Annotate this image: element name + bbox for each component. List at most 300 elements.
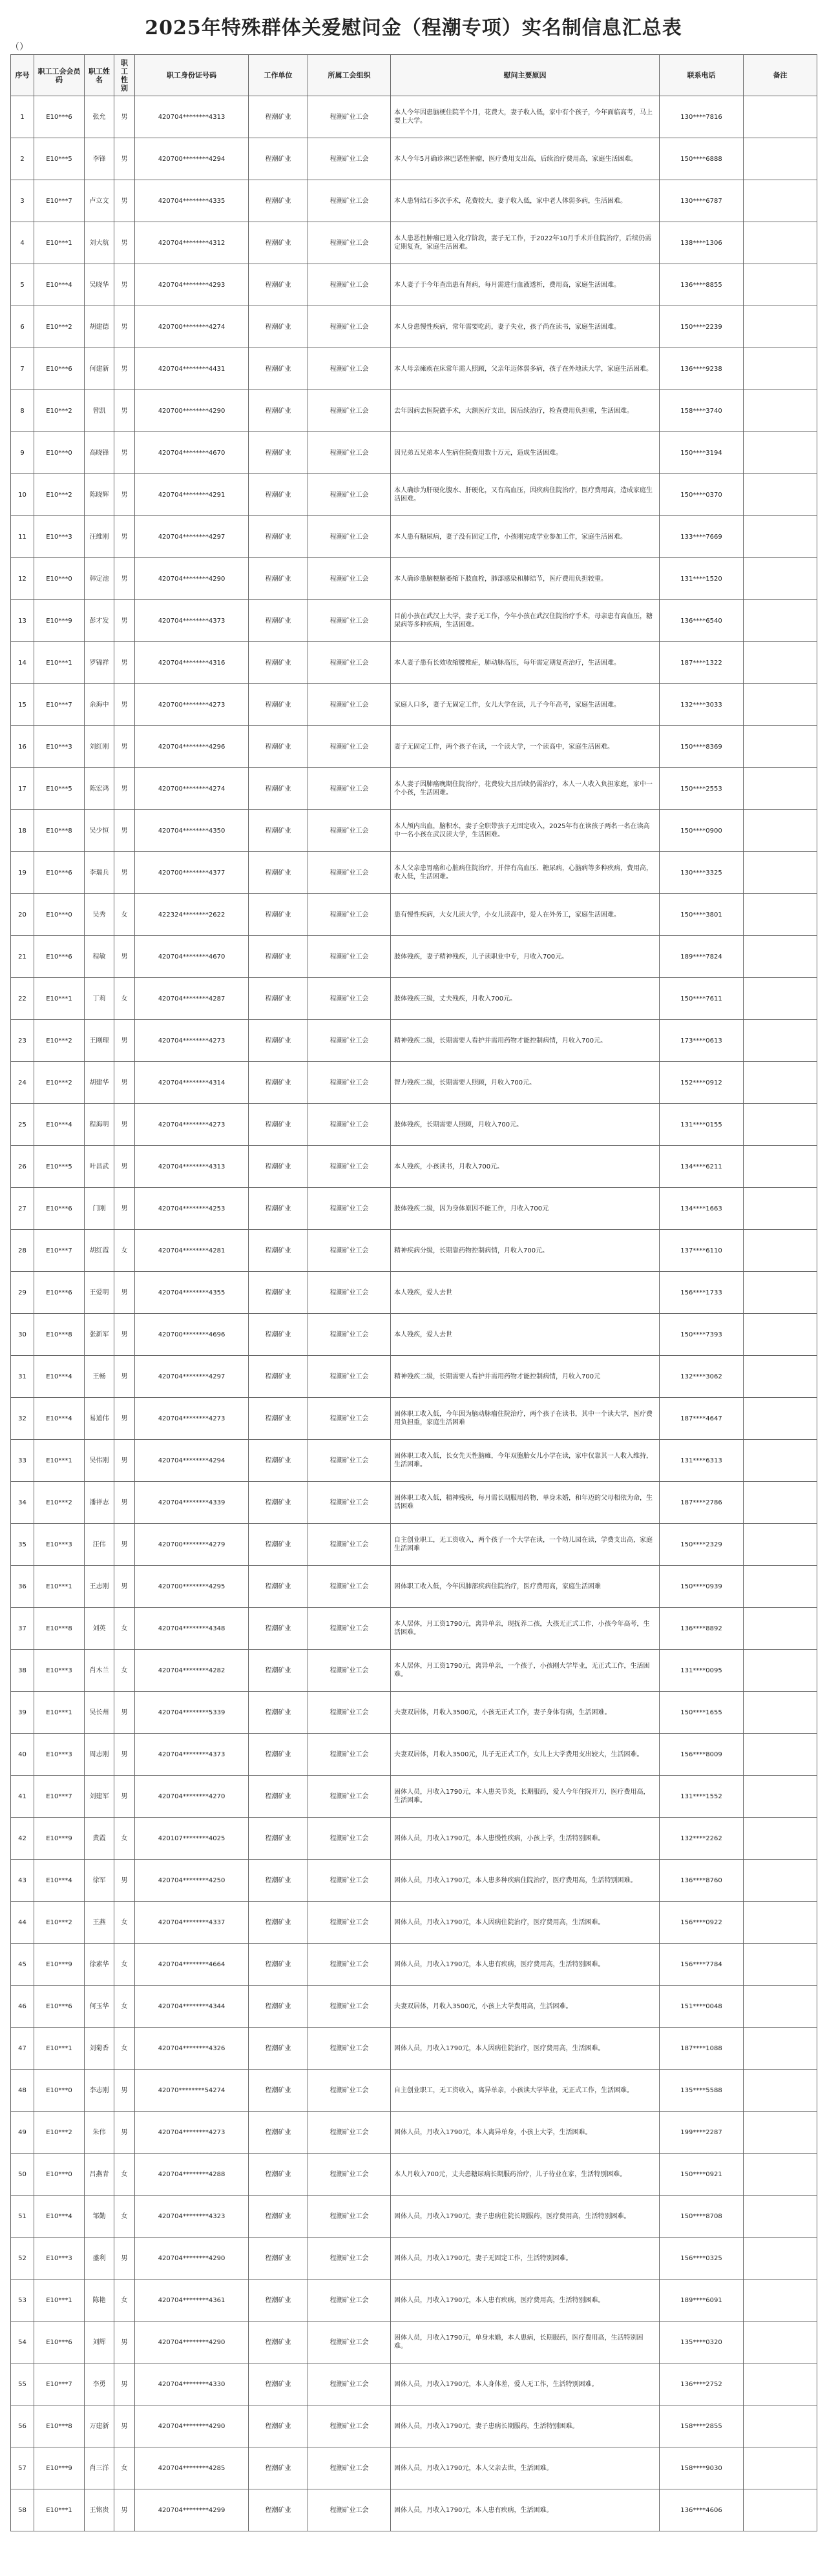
cell-name: 陈艳: [85, 2280, 114, 2322]
cell-member-code: E10***1: [34, 2280, 85, 2322]
cell-id-number: 420704********4326: [135, 2028, 249, 2070]
cell-gender: 男: [114, 1314, 135, 1356]
cell-work-unit: 程潮矿业: [249, 726, 308, 768]
cell-id-number: 422324********2622: [135, 894, 249, 936]
cell-remark: [744, 516, 817, 558]
cell-no: 43: [11, 1860, 34, 1902]
cell-reason: 本人今年5月确诊淋巴恶性肿瘤，医疗费用支出高，后续治疗费用高，家庭生活困难。: [391, 138, 660, 180]
cell-no: 31: [11, 1356, 34, 1398]
cell-id-number: 420704********4330: [135, 2363, 249, 2405]
cell-gender: 男: [114, 1860, 135, 1902]
cell-member-code: E10***1: [34, 2489, 85, 2531]
cell-union-org: 程潮矿业工会: [308, 1608, 391, 1650]
cell-union-org: 程潮矿业工会: [308, 138, 391, 180]
table-row: [11, 1272, 817, 1314]
cell-remark: [744, 390, 817, 432]
cell-reason: 本人月收入700元，丈夫患糖尿病长期服药治疗，儿子待业在家，生活特别困难。: [391, 2154, 660, 2196]
cell-no: 38: [11, 1650, 34, 1692]
table-body: [11, 96, 817, 2531]
cell-id-number: 420704********4290: [135, 2405, 249, 2447]
cell-gender: 男: [114, 2322, 135, 2363]
cell-remark: [744, 936, 817, 978]
cell-phone: 158****9030: [660, 2447, 744, 2489]
cell-union-org: 程潮矿业工会: [308, 768, 391, 810]
cell-work-unit: 程潮矿业: [249, 2028, 308, 2070]
header-work-unit: 工作单位: [249, 55, 308, 96]
cell-work-unit: 程潮矿业: [249, 1230, 308, 1272]
cell-work-unit: 程潮矿业: [249, 978, 308, 1020]
cell-phone: 150****3801: [660, 894, 744, 936]
cell-remark: [744, 1524, 817, 1566]
cell-phone: 156****7784: [660, 1944, 744, 1986]
cell-phone: 131****0095: [660, 1650, 744, 1692]
cell-reason: 本人妻子于今年查出患有肾病，每月需进行血液透析，费用高，家庭生活困难。: [391, 264, 660, 306]
table-row: [11, 1692, 817, 1734]
cell-gender: 男: [114, 138, 135, 180]
cell-reason: 本人居体，月工资1790元，离异单亲，现抚养二孩，大孩无正式工作，小孩今年高考，生活困难。: [391, 1608, 660, 1650]
cell-name: 吴少恒: [85, 810, 114, 852]
cell-id-number: 420704********5339: [135, 1692, 249, 1734]
cell-union-org: 程潮矿业工会: [308, 2154, 391, 2196]
cell-no: 7: [11, 348, 34, 390]
cell-work-unit: 程潮矿业: [249, 1944, 308, 1986]
cell-name: 卢立文: [85, 180, 114, 222]
cell-name: 刘菊香: [85, 2028, 114, 2070]
cell-member-code: E10***1: [34, 2028, 85, 2070]
cell-no: 53: [11, 2280, 34, 2322]
cell-member-code: E10***7: [34, 684, 85, 726]
cell-work-unit: 程潮矿业: [249, 138, 308, 180]
cell-reason: 肢体残疾，妻子精神残疾，儿子读职业中专，月收入700元。: [391, 936, 660, 978]
cell-no: 49: [11, 2112, 34, 2154]
cell-phone: 130****7816: [660, 96, 744, 138]
cell-name: 汪伟: [85, 1524, 114, 1566]
cell-reason: 精神残疾二级，长期需要人看护并需用药物才能控制病情，月收入700元: [391, 1356, 660, 1398]
table-row: [11, 1524, 817, 1566]
cell-id-number: 420700********4273: [135, 684, 249, 726]
cell-gender: 男: [114, 558, 135, 600]
cell-member-code: E10***2: [34, 2112, 85, 2154]
cell-id-number: 420704********4250: [135, 1860, 249, 1902]
cell-reason: 困体职工收入低，今年因为脑动脉瘤住院治疗，两个孩子在读书，其中一个读大学，医疗费用负担重，家庭生活困难: [391, 1398, 660, 1440]
cell-gender: 男: [114, 810, 135, 852]
cell-member-code: E10***0: [34, 2070, 85, 2112]
cell-work-unit: 程潮矿业: [249, 2280, 308, 2322]
cell-phone: 187****1088: [660, 2028, 744, 2070]
cell-gender: 男: [114, 474, 135, 516]
cell-phone: 150****0900: [660, 810, 744, 852]
cell-work-unit: 程潮矿业: [249, 348, 308, 390]
table-row: [11, 2154, 817, 2196]
cell-remark: [744, 726, 817, 768]
cell-remark: [744, 1944, 817, 1986]
cell-name: 周志刚: [85, 1734, 114, 1776]
cell-no: 47: [11, 2028, 34, 2070]
cell-gender: 女: [114, 978, 135, 1020]
cell-name: 刘红刚: [85, 726, 114, 768]
cell-no: 48: [11, 2070, 34, 2112]
cell-id-number: 420704********4361: [135, 2280, 249, 2322]
cell-phone: 135****5588: [660, 2070, 744, 2112]
cell-name: 盛利: [85, 2238, 114, 2280]
cell-union-org: 程潮矿业工会: [308, 474, 391, 516]
cell-id-number: 420704********4314: [135, 1062, 249, 1104]
cell-name: 易道伟: [85, 1398, 114, 1440]
cell-gender: 男: [114, 1272, 135, 1314]
cell-name: 叶昌武: [85, 1146, 114, 1188]
cell-phone: 133****7669: [660, 516, 744, 558]
cell-name: 刘建军: [85, 1776, 114, 1818]
table-header-row: [11, 55, 817, 96]
cell-name: 肖三洋: [85, 2447, 114, 2489]
cell-union-org: 程潮矿业工会: [308, 180, 391, 222]
cell-work-unit: 程潮矿业: [249, 2196, 308, 2238]
cell-member-code: E10***6: [34, 1272, 85, 1314]
cell-work-unit: 程潮矿业: [249, 642, 308, 684]
cell-remark: [744, 1902, 817, 1944]
cell-member-code: E10***7: [34, 1230, 85, 1272]
cell-phone: 156****0922: [660, 1902, 744, 1944]
cell-no: 34: [11, 1482, 34, 1524]
cell-phone: 131****6313: [660, 1440, 744, 1482]
cell-id-number: 420704********4335: [135, 180, 249, 222]
cell-union-org: 程潮矿业工会: [308, 96, 391, 138]
cell-work-unit: 程潮矿业: [249, 2363, 308, 2405]
table-row: [11, 1776, 817, 1818]
cell-reason: 困体职工收入低，精神残疾，每月需长期服用药物，单身未婚，和年迈的父母相依为命，生活困难: [391, 1482, 660, 1524]
cell-remark: [744, 2405, 817, 2447]
table-row: [11, 1230, 817, 1272]
cell-remark: [744, 2489, 817, 2531]
cell-work-unit: 程潮矿业: [249, 1650, 308, 1692]
table-row: [11, 516, 817, 558]
table-row: [11, 1020, 817, 1062]
cell-gender: 男: [114, 1104, 135, 1146]
cell-name: 高晓锋: [85, 432, 114, 474]
cell-phone: 150****1655: [660, 1692, 744, 1734]
cell-id-number: 420704********4297: [135, 516, 249, 558]
cell-member-code: E10***6: [34, 96, 85, 138]
cell-remark: [744, 1440, 817, 1482]
cell-name: 胡红霞: [85, 1230, 114, 1272]
cell-remark: [744, 1650, 817, 1692]
cell-member-code: E10***3: [34, 726, 85, 768]
cell-gender: 女: [114, 1650, 135, 1692]
cell-name: 张允: [85, 96, 114, 138]
cell-id-number: 420704********4316: [135, 642, 249, 684]
cell-union-org: 程潮矿业工会: [308, 642, 391, 684]
cell-work-unit: 程潮矿业: [249, 474, 308, 516]
cell-reason: 困体人员，月收入1790元，本人父亲去世，生活困难。: [391, 2447, 660, 2489]
cell-gender: 女: [114, 1818, 135, 1860]
cell-union-org: 程潮矿业工会: [308, 1104, 391, 1146]
cell-no: 23: [11, 1020, 34, 1062]
cell-work-unit: 程潮矿业: [249, 1902, 308, 1944]
cell-phone: 132****2262: [660, 1818, 744, 1860]
cell-name: 汪维刚: [85, 516, 114, 558]
cell-id-number: 420704********4273: [135, 2112, 249, 2154]
cell-remark: [744, 474, 817, 516]
cell-reason: 本人今年因患脑梗住院半个月，花费大，妻子收入低，家中有个孩子，今年面临高考，马上要上大学。: [391, 96, 660, 138]
cell-member-code: E10***0: [34, 894, 85, 936]
cell-work-unit: 程潮矿业: [249, 96, 308, 138]
cell-no: 9: [11, 432, 34, 474]
cell-remark: [744, 1608, 817, 1650]
cell-gender: 男: [114, 390, 135, 432]
cell-id-number: 420704********4273: [135, 1104, 249, 1146]
cell-reason: 自主创业职工，无工资收入，离异单亲，小孩读大学毕业，无正式工作，生活困难。: [391, 2070, 660, 2112]
header-gender: 职工性别: [114, 55, 135, 96]
cell-name: 彭才发: [85, 600, 114, 642]
cell-reason: 本人妻子患有长效收缩腰椎症，肺动脉高压，每年需定期复查治疗，生活困难。: [391, 642, 660, 684]
cell-id-number: 420704********4290: [135, 2322, 249, 2363]
cell-gender: 男: [114, 1566, 135, 1608]
cell-work-unit: 程潮矿业: [249, 1062, 308, 1104]
cell-work-unit: 程潮矿业: [249, 1272, 308, 1314]
cell-remark: [744, 1860, 817, 1902]
cell-work-unit: 程潮矿业: [249, 2070, 308, 2112]
cell-union-org: 程潮矿业工会: [308, 1524, 391, 1566]
table-row: [11, 306, 817, 348]
table-row: [11, 684, 817, 726]
table-row: [11, 390, 817, 432]
cell-reason: 困体人员，月收入1790元，本人患有疾病，医疗费用高，生活特别困难。: [391, 2280, 660, 2322]
cell-no: 27: [11, 1188, 34, 1230]
cell-reason: 因兄弟五兄弟本人生病住院费用数十万元，造成生活困难。: [391, 432, 660, 474]
cell-union-org: 程潮矿业工会: [308, 432, 391, 474]
cell-reason: 目前小孩在武汉上大学，妻子无工作，今年小孩在武汉住院治疗手术，母亲患有高血压，糖尿病等多种疾病，生活困难。: [391, 600, 660, 642]
cell-id-number: 42070********54274: [135, 2070, 249, 2112]
cell-phone: 134****6211: [660, 1146, 744, 1188]
cell-union-org: 程潮矿业工会: [308, 1272, 391, 1314]
cell-gender: 男: [114, 1734, 135, 1776]
table-row: [11, 978, 817, 1020]
cell-union-org: 程潮矿业工会: [308, 306, 391, 348]
table-row: [11, 2280, 817, 2322]
cell-phone: 189****7824: [660, 936, 744, 978]
cell-gender: 男: [114, 684, 135, 726]
cell-member-code: E10***4: [34, 1860, 85, 1902]
cell-work-unit: 程潮矿业: [249, 558, 308, 600]
header-union-org: 所属工会组织: [308, 55, 391, 96]
cell-work-unit: 程潮矿业: [249, 1020, 308, 1062]
cell-union-org: 程潮矿业工会: [308, 2363, 391, 2405]
cell-member-code: E10***3: [34, 1734, 85, 1776]
cell-phone: 150****0939: [660, 1566, 744, 1608]
cell-member-code: E10***3: [34, 1650, 85, 1692]
cell-work-unit: 程潮矿业: [249, 432, 308, 474]
table-row: [11, 474, 817, 516]
cell-member-code: E10***8: [34, 1314, 85, 1356]
cell-member-code: E10***2: [34, 1020, 85, 1062]
cell-union-org: 程潮矿业工会: [308, 2405, 391, 2447]
cell-phone: 150****8708: [660, 2196, 744, 2238]
cell-union-org: 程潮矿业工会: [308, 2322, 391, 2363]
cell-gender: 男: [114, 726, 135, 768]
cell-union-org: 程潮矿业工会: [308, 1020, 391, 1062]
table-row: [11, 1188, 817, 1230]
cell-name: 韩定池: [85, 558, 114, 600]
cell-gender: 男: [114, 936, 135, 978]
cell-gender: 女: [114, 2447, 135, 2489]
cell-reason: 夫妻双居体，月收入3500元，小孩无正式工作，妻子身体有病，生活困难。: [391, 1692, 660, 1734]
cell-id-number: 420704********4337: [135, 1902, 249, 1944]
cell-id-number: 420700********4377: [135, 852, 249, 894]
cell-work-unit: 程潮矿业: [249, 1440, 308, 1482]
table-row: [11, 1818, 817, 1860]
cell-id-number: 420704********4670: [135, 936, 249, 978]
cell-reason: 本人残疾，爱人去世: [391, 1314, 660, 1356]
cell-member-code: E10***9: [34, 1944, 85, 1986]
cell-reason: 困体职工收入低，长女先天性脑瘫，今年双胞胎女儿小学在读，家中仅靠其一人收入维持，生活困难。: [391, 1440, 660, 1482]
cell-name: 余海中: [85, 684, 114, 726]
table-row: [11, 1146, 817, 1188]
cell-reason: 困体人员，月收入1790元，本人因病住院治疗，医疗费用高，生活困难。: [391, 1902, 660, 1944]
cell-remark: [744, 1818, 817, 1860]
cell-id-number: 420704********4296: [135, 726, 249, 768]
cell-member-code: E10***2: [34, 390, 85, 432]
cell-member-code: E10***5: [34, 1146, 85, 1188]
cell-union-org: 程潮矿业工会: [308, 1902, 391, 1944]
cell-work-unit: 程潮矿业: [249, 180, 308, 222]
cell-union-org: 程潮矿业工会: [308, 1692, 391, 1734]
cell-reason: 困体人员，月收入1790元，本人患慢性疾病，小孩上学，生活特别困难。: [391, 1818, 660, 1860]
cell-no: 52: [11, 2238, 34, 2280]
table-row: [11, 1356, 817, 1398]
cell-work-unit: 程潮矿业: [249, 1566, 308, 1608]
cell-reason: 去年因病去医院做手术，大额医疗支出，因后续治疗，检查费用负担重，生活困难。: [391, 390, 660, 432]
cell-gender: 男: [114, 1146, 135, 1188]
table-row: [11, 1986, 817, 2028]
cell-member-code: E10***5: [34, 138, 85, 180]
cell-id-number: 420704********4664: [135, 1944, 249, 1986]
cell-name: 丁莉: [85, 978, 114, 1020]
cell-remark: [744, 684, 817, 726]
cell-reason: 肢体残疾三级，丈夫残疾，月收入700元。: [391, 978, 660, 1020]
table-row: [11, 2322, 817, 2363]
cell-no: 50: [11, 2154, 34, 2196]
cell-reason: 本人颅内出血，脑积水，妻子全职带孩子无固定收入，2025年有在读孩子两名一名在读高中一名小孩在武汉读大学，生活困难。: [391, 810, 660, 852]
cell-no: 15: [11, 684, 34, 726]
table-row: [11, 348, 817, 390]
cell-id-number: 420700********4696: [135, 1314, 249, 1356]
cell-reason: 本人患恶性肿瘤已进入化疗阶段，妻子无工作，于2022年10月手术并住院治疗，后续仍需定期复查，家庭生活困难。: [391, 222, 660, 264]
cell-no: 25: [11, 1104, 34, 1146]
cell-gender: 男: [114, 306, 135, 348]
cell-id-number: 420704********4350: [135, 810, 249, 852]
cell-member-code: E10***7: [34, 2363, 85, 2405]
cell-name: 潘祥志: [85, 1482, 114, 1524]
cell-id-number: 420704********4339: [135, 1482, 249, 1524]
cell-gender: 女: [114, 1986, 135, 2028]
cell-reason: 本人患有糖尿病，妻子没有固定工作，小孩刚完成学业参加工作，家庭生活困难。: [391, 516, 660, 558]
table-row: [11, 2028, 817, 2070]
cell-phone: 150****2553: [660, 768, 744, 810]
cell-no: 57: [11, 2447, 34, 2489]
cell-member-code: E10***6: [34, 936, 85, 978]
cell-phone: 136****6540: [660, 600, 744, 642]
cell-member-code: E10***3: [34, 2238, 85, 2280]
cell-phone: 150****2239: [660, 306, 744, 348]
table-row: [11, 2196, 817, 2238]
cell-work-unit: 程潮矿业: [249, 1734, 308, 1776]
cell-phone: 189****6091: [660, 2280, 744, 2322]
cell-id-number: 420704********4313: [135, 1146, 249, 1188]
cell-name: 李瑞兵: [85, 852, 114, 894]
cell-union-org: 程潮矿业工会: [308, 1986, 391, 2028]
cell-reason: 本人身患慢性疾病，常年需要吃药，妻子失业，孩子尚在读书，家庭生活困难。: [391, 306, 660, 348]
cell-id-number: 420704********4299: [135, 2489, 249, 2531]
cell-id-number: 420704********4373: [135, 1734, 249, 1776]
page-title: 2025年特殊群体关爱慰问金（程潮专项）实名制信息汇总表: [145, 17, 682, 39]
cell-phone: 131****1552: [660, 1776, 744, 1818]
cell-work-unit: 程潮矿业: [249, 2405, 308, 2447]
cell-id-number: 420704********4348: [135, 1608, 249, 1650]
cell-no: 6: [11, 306, 34, 348]
cell-name: 吴秀: [85, 894, 114, 936]
table-row: [11, 894, 817, 936]
cell-reason: 精神残疾二级，长期需要人看护并需用药物才能控制病情，月收入700元。: [391, 1020, 660, 1062]
cell-id-number: 420704********4294: [135, 1440, 249, 1482]
table-row: [11, 642, 817, 684]
cell-work-unit: 程潮矿业: [249, 600, 308, 642]
cell-remark: [744, 2447, 817, 2489]
table-row: [11, 2447, 817, 2489]
cell-name: 胡建德: [85, 306, 114, 348]
cell-remark: [744, 558, 817, 600]
cell-member-code: E10***9: [34, 2447, 85, 2489]
cell-reason: 困体人员，月收入1790元，本人患有疾病，医疗费用高，生活特别困难。: [391, 1944, 660, 1986]
cell-gender: 男: [114, 1062, 135, 1104]
cell-id-number: 420704********4288: [135, 2154, 249, 2196]
cell-name: 王燕: [85, 1902, 114, 1944]
cell-member-code: E10***1: [34, 1566, 85, 1608]
cell-remark: [744, 2363, 817, 2405]
cell-union-org: 程潮矿业工会: [308, 1776, 391, 1818]
cell-member-code: E10***7: [34, 1776, 85, 1818]
cell-union-org: 程潮矿业工会: [308, 1398, 391, 1440]
cell-no: 46: [11, 1986, 34, 2028]
cell-no: 42: [11, 1818, 34, 1860]
cell-remark: [744, 138, 817, 180]
cell-id-number: 420704********4282: [135, 1650, 249, 1692]
cell-remark: [744, 1986, 817, 2028]
cell-gender: 男: [114, 1482, 135, 1524]
cell-name: 刘英: [85, 1608, 114, 1650]
cell-work-unit: 程潮矿业: [249, 1524, 308, 1566]
header-member-code: 职工工会会员码: [34, 55, 85, 96]
cell-member-code: E10***0: [34, 432, 85, 474]
cell-name: 曾凯: [85, 390, 114, 432]
cell-phone: 137****6110: [660, 1230, 744, 1272]
cell-gender: 男: [114, 1440, 135, 1482]
cell-name: 吴晓华: [85, 264, 114, 306]
cell-remark: [744, 1272, 817, 1314]
cell-union-org: 程潮矿业工会: [308, 1566, 391, 1608]
cell-reason: 本人母亲瘫痪在床常年需人照顾，父亲年迈体弱多病，孩子在外地读大学，家庭生活困难。: [391, 348, 660, 390]
cell-gender: 男: [114, 432, 135, 474]
cell-union-org: 程潮矿业工会: [308, 222, 391, 264]
cell-union-org: 程潮矿业工会: [308, 1860, 391, 1902]
cell-member-code: E10***6: [34, 348, 85, 390]
table-row: [11, 1482, 817, 1524]
cell-id-number: 420704********4273: [135, 1398, 249, 1440]
cell-phone: 132****3062: [660, 1356, 744, 1398]
cell-reason: 困体人员，月收入1790元，妻子无固定工作，生活特别困难。: [391, 2238, 660, 2280]
cell-work-unit: 程潮矿业: [249, 516, 308, 558]
cell-reason: 困体人员，月收入1790元，本人患多种疾病住院治疗，医疗费用高，生活特别困难。: [391, 1860, 660, 1902]
cell-union-org: 程潮矿业工会: [308, 2196, 391, 2238]
